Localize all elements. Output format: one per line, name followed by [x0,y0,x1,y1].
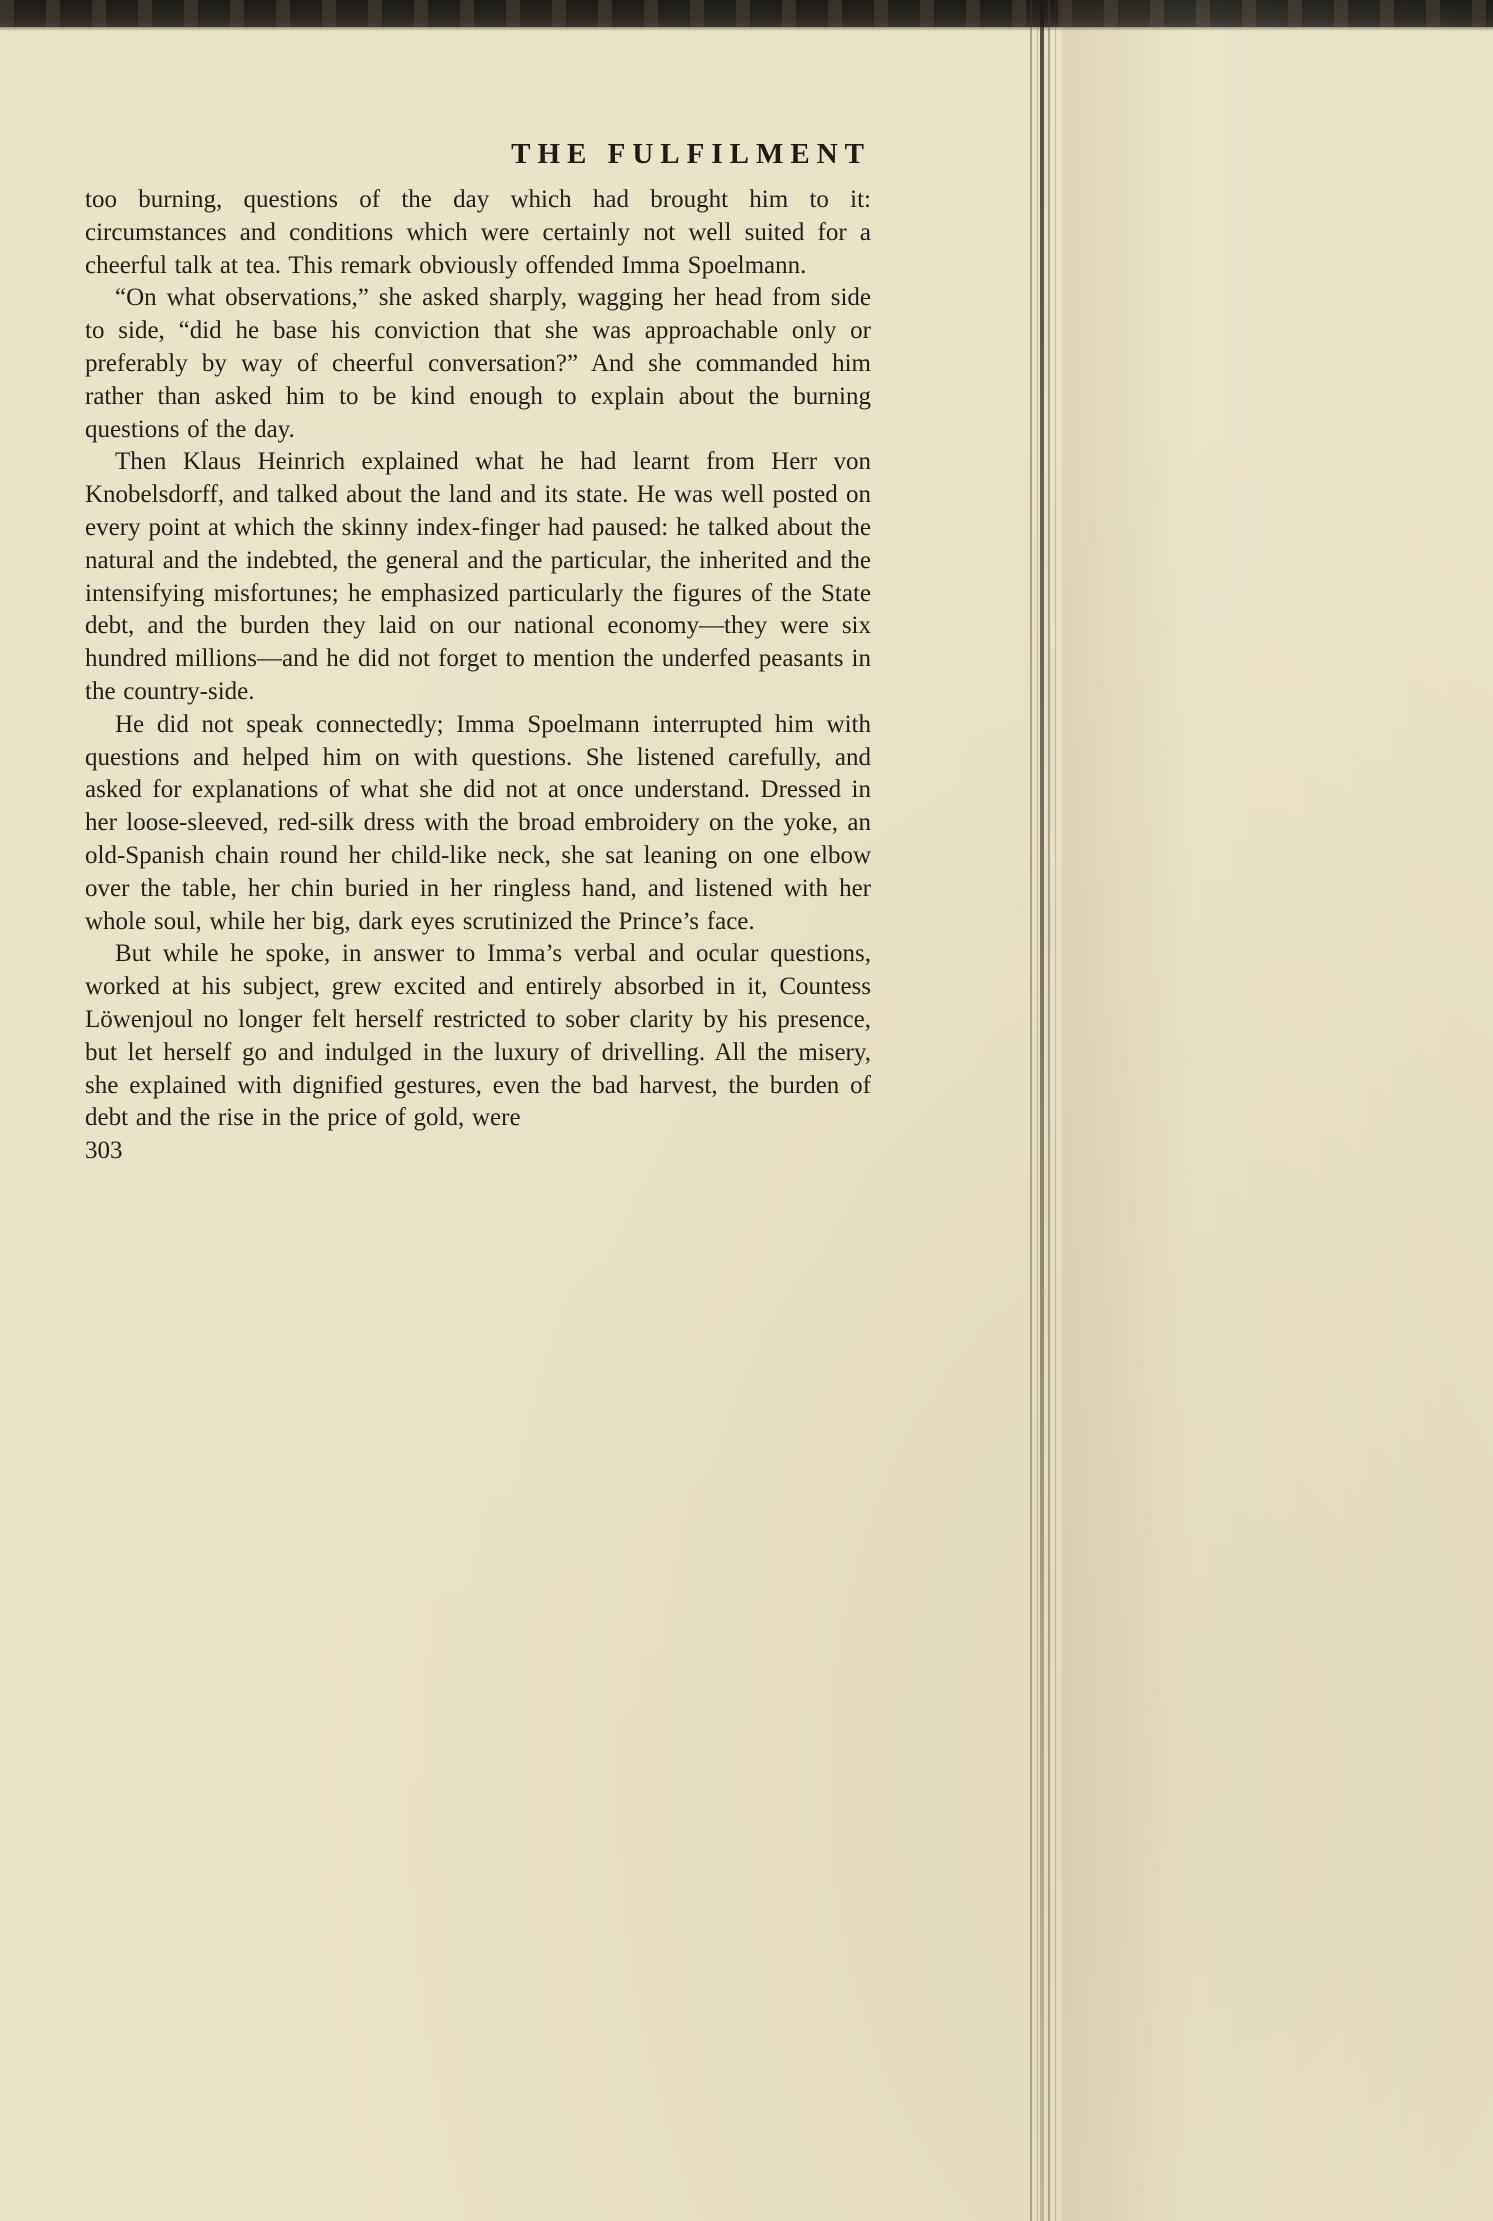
outer-page-margin [1062,0,1493,2221]
book-spine-shadow [1040,0,1044,2221]
paragraph: too burning, questions of the day which had brought him to it: circumstances and conditions which were certainly not well suited for a cheerful talk at tea. This remark obviously offended Imma Spoelmann. [85,186,871,279]
paragraph: But while he spoke, in answer to Imma’s verbal and ocular questions, worked at his subject, grew excited and entirely absorbed in it, Countess Löwenjoul no longer felt herself restricted to sober clarity by his presence, but let herself go and indulged in the luxury of drivelling. All the misery, she explained with dignified gestures, even the bad harvest, the burden of debt and the rise in the price of gold, were [85,940,871,1132]
body-text [85,184,871,1135]
running-head: THE FULFILMENT [511,138,871,170]
paragraph: Then Klaus Heinrich explained what he had learnt from Herr von Knobelsdorff, and talked about the land and its state. He was well posted on every point at which the skinny index-finger had paused: he talked about the natural and the indebted, the general and the particular, the inherited and the intensifying misfortunes; he emphasized particularly the figures of the State debt, and the burden they laid on our national economy—they were six hundred millions—and he did not forget to mention the underfed peasants in the country-side. [85,448,871,705]
paragraph: “On what observations,” she asked sharply, wagging her head from side to side, “did he base his conviction that she was approachable only or preferably by way of cheerful conversation?” And she commanded him rather than asked him to be kind enough to explain about the burning questions of the day. [85,284,871,443]
page-content [85,138,871,1168]
page-number: 303 [85,1137,123,1165]
paragraph: He did not speak connectedly; Imma Spoelmann interrupted him with questions and helped him on with questions. She listened carefully, and asked for explanations of what she did not at once understand. Dressed in her loose-sleeved, red-silk dress with the broad embroidery on the yoke, an old-Spanish chain round her child-like neck, she sat leaning on one elbow over the table, her chin buried in her ringless hand, and listened with her whole soul, while her big, dark eyes scrutinized the Prince’s face. [85,710,871,935]
